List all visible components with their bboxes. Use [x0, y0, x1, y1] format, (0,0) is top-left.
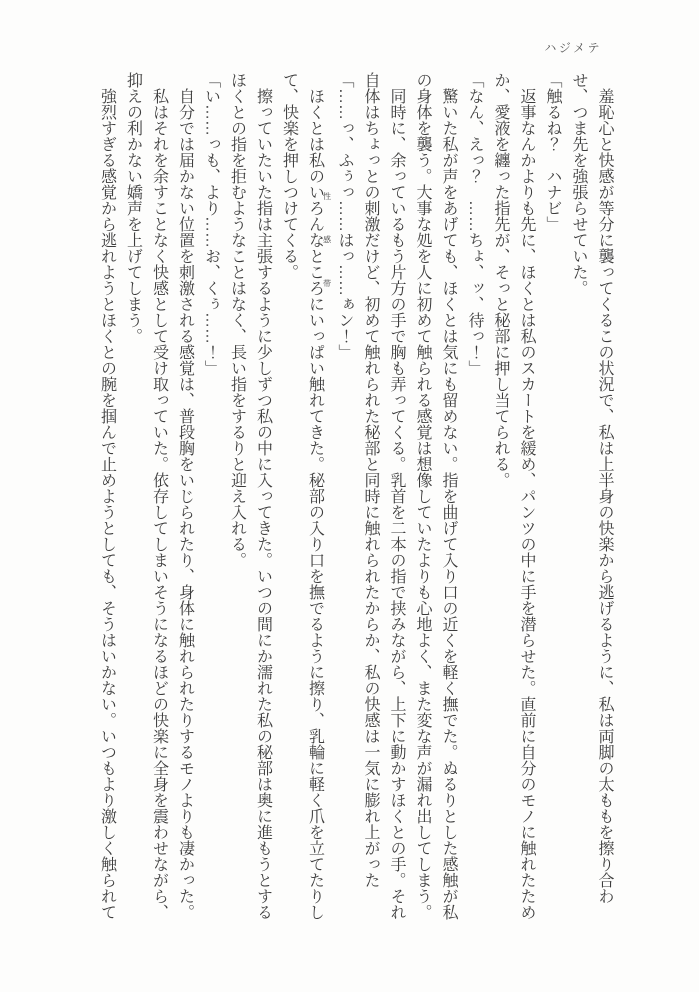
dialogue-line-1: 「触るね？ ハナビ」: [544, 72, 561, 232]
running-head-title: ハジメテ: [544, 41, 602, 55]
narration-paragraph-9: 強烈すぎる感覚から逃れようとほくとの腕を掴んで止めようとしても、そうはいかない。いつもより激しく触られて: [98, 88, 116, 920]
narration-paragraph-2: 返事なんかよりも先に、ほくとは私のスカートを緩め、パンツの中に手を潜らせた。直前に自分のモノに触れたためか、愛液を纏った指先が、そっと秘部に押し当てられる。: [492, 72, 535, 920]
dialogue-line-4: 「い……っも、より……お、くぅ……！」: [202, 72, 220, 376]
ruby-before-text: ほくとは私の: [306, 88, 324, 184]
ruby-after-text: にいっぱい触れてきた。秘部の入り口を撫でるように擦り、乳輪に軽く爪を立てたりして、快楽を押しつけてくる。: [280, 72, 324, 920]
narration-paragraph-6: 擦っていたいた指は主張するように少しずつ私の中に入ってきた。いつの間にか濡れた私の秘部は奥に進もうとするほくとの指を拒むようなことはなく、長い指をするりと迎え入れる。: [228, 72, 272, 920]
narration-paragraph-1: 羞恥心と快感が等分に襲ってくるこの状況で、私は上半身の快楽から逃げるように、私は両脚の太ももを擦り合わせ、つま先を強張らせていた。: [570, 72, 613, 904]
narration-paragraph-3: 驚いた私が声をあげても、ほくとは気にも留めない。指を曲げて入り口の近くを軽く撫でた。ぬるりとした感触が私の身体を襲う。大事な処を人に初めて触られる感覚は想像していたよりも心地よく、また変な声が漏れ出してしまう。: [414, 72, 457, 920]
ruby-base-text: いろんなところ: [306, 184, 324, 296]
ruby-gloss-text: 性感帯: [322, 184, 332, 296]
dialogue-line-2: 「なん、えっ？ ……ちょ、ッ、待っ！」: [466, 72, 483, 376]
narration-paragraph-8: 私はそれを余すことなく快感として受け取っていた。依存してしまいそうになるほどの快楽に全身を震わせながら、抑えの利かない嬌声を上げてしまう。: [124, 72, 168, 920]
ruby-annotation: [306, 184, 332, 296]
novel-text-block: [94, 72, 618, 924]
dialogue-line-3: 「……っ、ふぅっ……はっ……ぁン！」: [336, 72, 353, 360]
narration-paragraph-5: [276, 72, 332, 924]
narration-paragraph-7: 自分では届かない位置を刺激される感覚は、普段胸をいじられたり、身体に触れられたりするモノよりも凄かった。: [176, 88, 194, 920]
narration-paragraph-4: 同時に、余っているもう片方の手で胸も弄ってくる。乳首を二本の指で挟みながら、上下に動かすほくとの手。それ自体はちょっとの刺激だけど、初めて触れられた秘部と同時に触れられたからか、私の快感は一気に膨れ上がった: [362, 72, 405, 920]
